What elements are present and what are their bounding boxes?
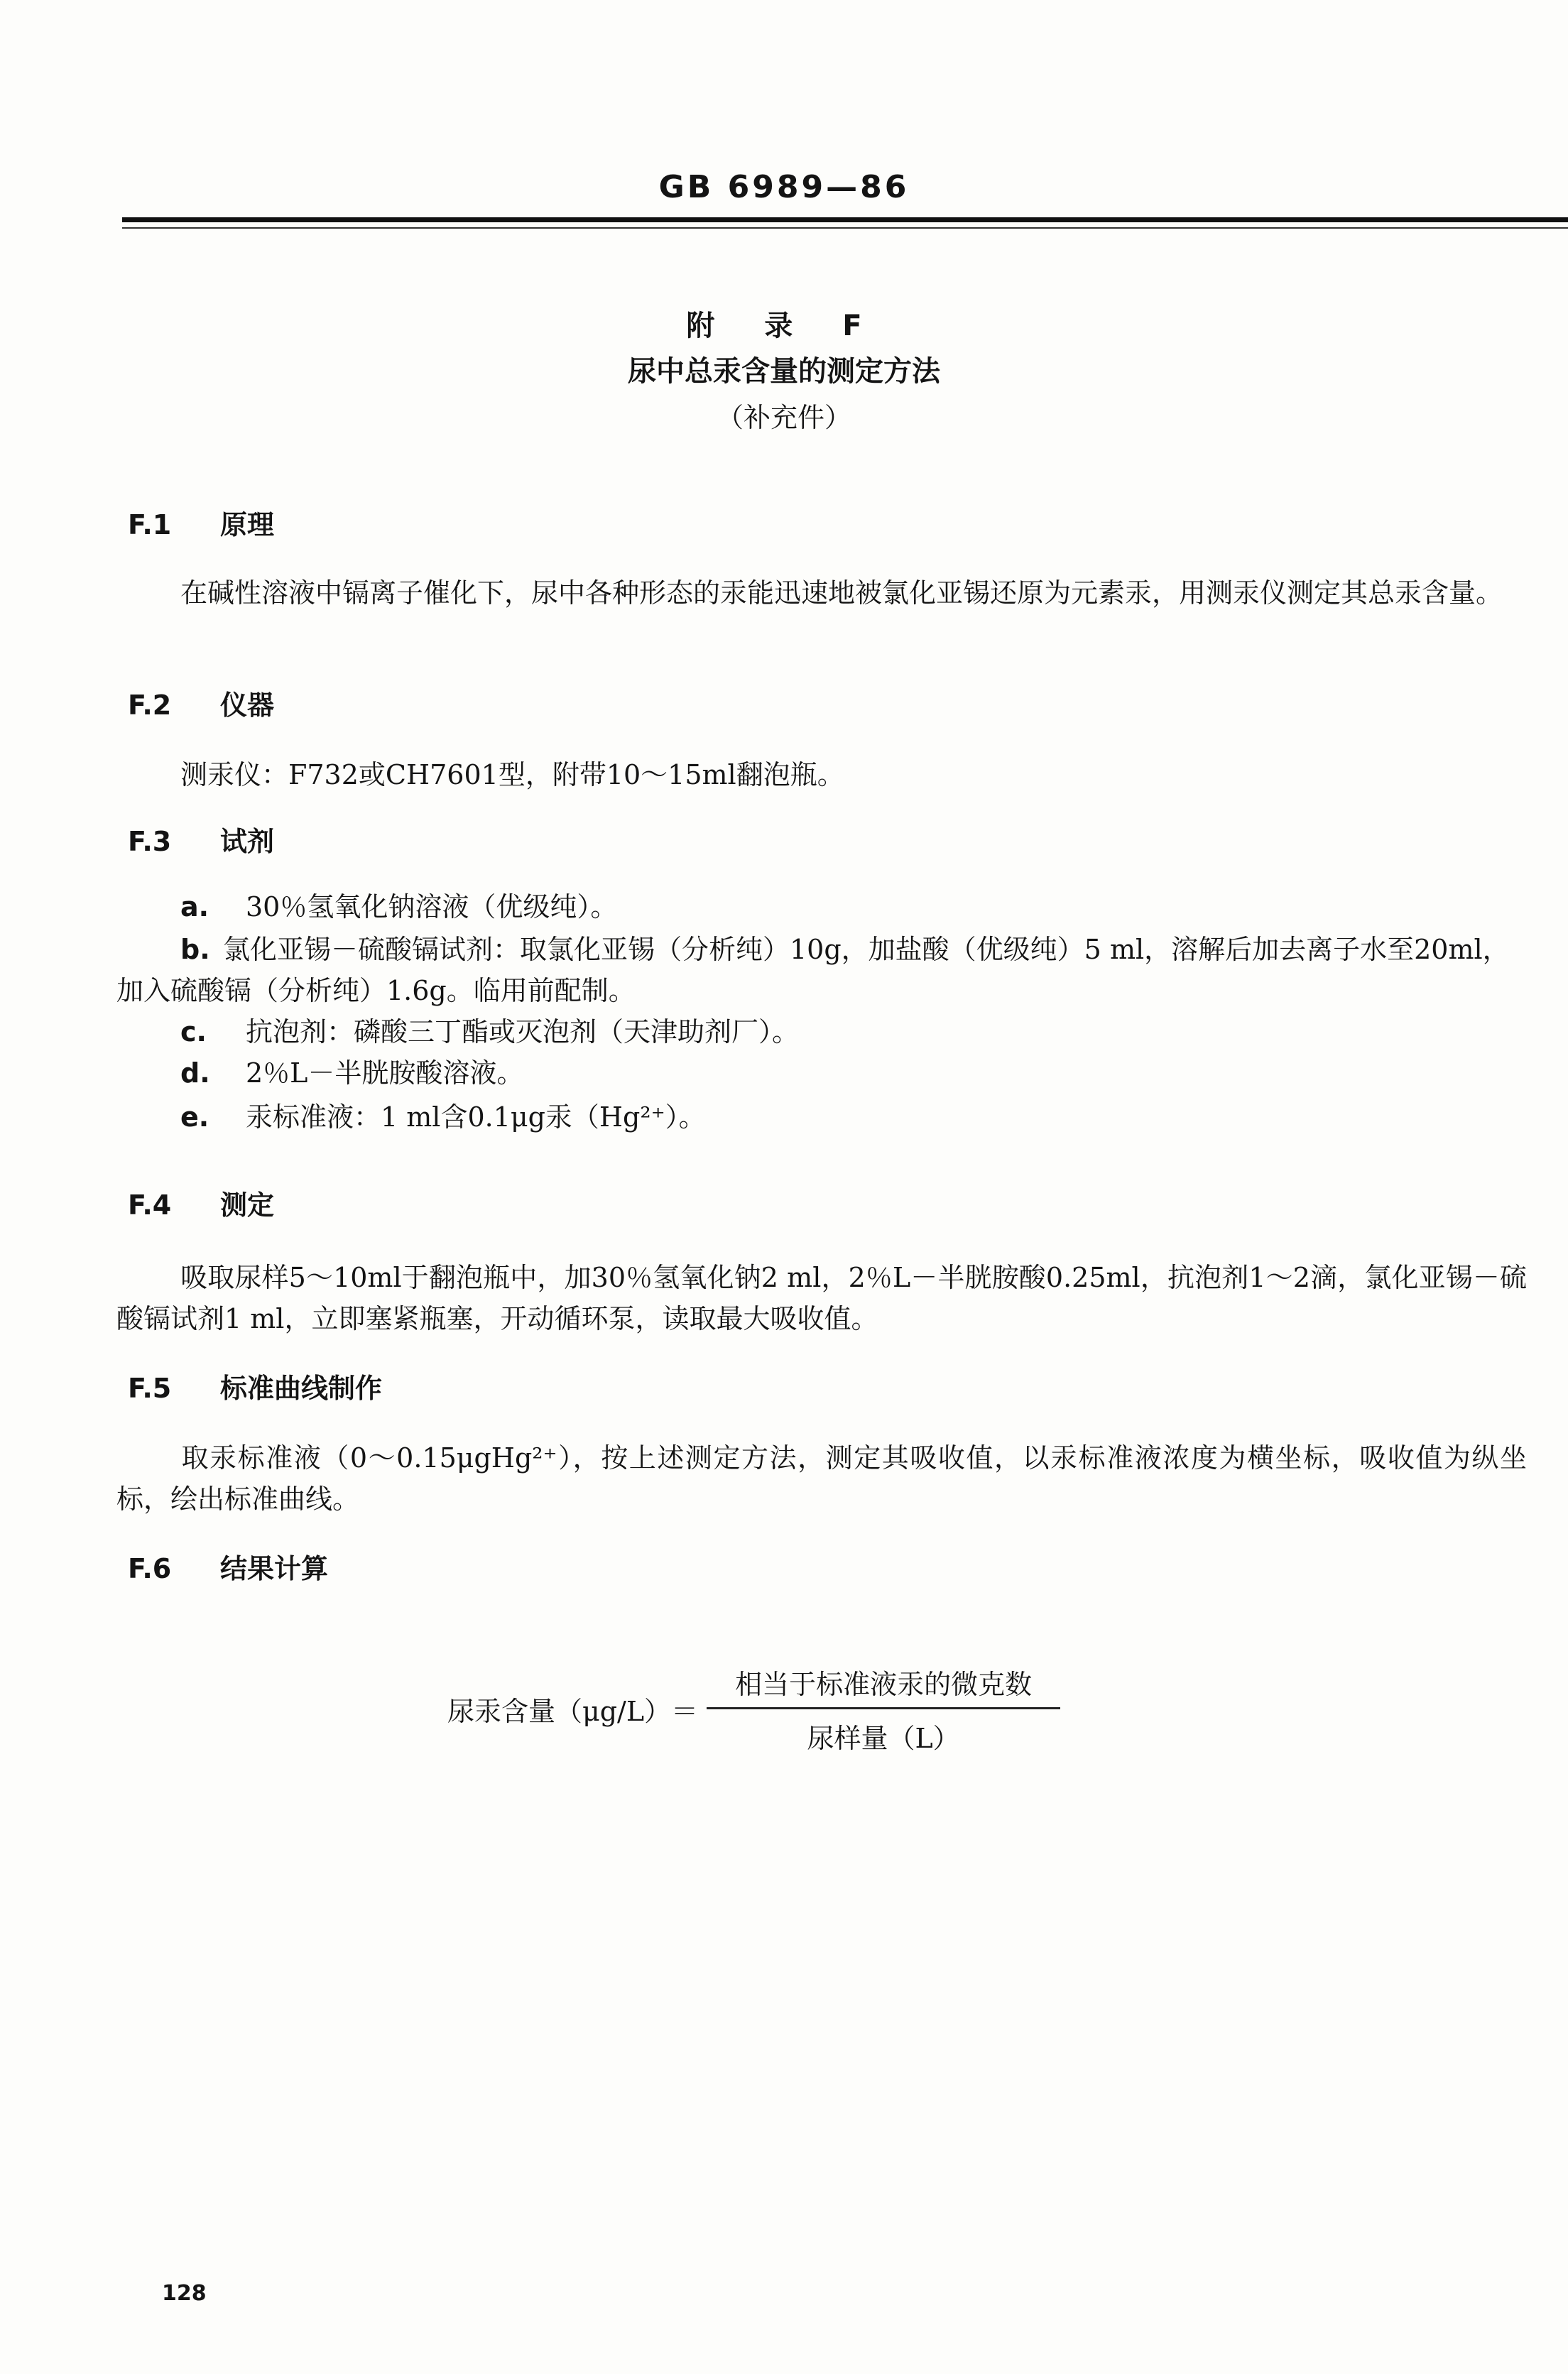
- item-marker: b.: [180, 934, 210, 965]
- item-marker: c.: [180, 1016, 207, 1047]
- section-f4-heading: [128, 1183, 274, 1222]
- section-f4-paragraph: [116, 1257, 1527, 1339]
- section-f6-heading: [128, 1547, 328, 1586]
- formula-numerator: 相当于标准液汞的微克数: [707, 1662, 1060, 1709]
- section-number: F.2: [128, 690, 172, 721]
- paragraph-text: 在碱性溶液中镉离子催化下，尿中各种形态的汞能迅速地被氯化亚锡还原为元素汞，用测汞仪测定其总汞含量。: [180, 577, 1503, 609]
- page-number: 128: [162, 2281, 207, 2306]
- section-f5-paragraph: [116, 1437, 1527, 1520]
- section-number: F.3: [128, 826, 172, 857]
- reagent-item-d: [116, 1052, 1527, 1094]
- section-title: 仪器: [220, 690, 275, 721]
- reagent-item-b: [116, 929, 1527, 1011]
- paragraph-text: 吸取尿样5～10ml于翻泡瓶中，加30％氢氧化钠2 ml，2％L－半胱胺酸0.25ml，抗泡剂1～2滴，氯化亚锡－硫酸镉试剂1 ml，立即塞紧瓶塞，开动循环泵，读取最大吸收值。: [116, 1262, 1527, 1334]
- reagent-item-e: [116, 1096, 1527, 1138]
- item-marker: e.: [180, 1101, 209, 1133]
- paragraph-text: 取汞标准液（0～0.15μgHg²⁺），按上述测定方法，测定其吸收值，以汞标准液浓度为横坐标，吸收值为纵坐标，绘出标准曲线。: [116, 1442, 1527, 1515]
- formula-lhs: 尿汞含量（μg/L）＝: [447, 1695, 699, 1727]
- formula-fraction: [707, 1662, 1060, 1755]
- section-number: F.5: [128, 1373, 172, 1404]
- section-number: F.1: [128, 509, 172, 540]
- section-number: F.6: [128, 1553, 172, 1584]
- reagent-item-a: [116, 886, 1527, 927]
- section-f5-heading: [128, 1366, 382, 1405]
- section-f3-heading: [128, 820, 274, 859]
- section-f2-heading: [128, 683, 274, 722]
- section-title: 结果计算: [220, 1553, 329, 1584]
- section-f2-paragraph: [116, 754, 1527, 795]
- item-text: 氯化亚锡－硫酸镉试剂：取氯化亚锡（分析纯）10g，加盐酸（优级纯）5 ml，溶解后加去离子水至20ml，加入硫酸镉（分析纯）1.6g。临用前配制。: [116, 934, 1510, 1006]
- item-text: 2％L－半胱胺酸溶液。: [246, 1057, 524, 1089]
- item-text: 30％氢氧化钠溶液（优级纯）。: [246, 891, 618, 922]
- section-number: F.4: [128, 1189, 172, 1221]
- section-title: 原理: [220, 509, 275, 540]
- appendix-label: 附 录 F: [686, 310, 882, 342]
- section-f1-paragraph: [116, 572, 1527, 614]
- appendix-title-block: [0, 304, 1568, 440]
- result-formula: [447, 1659, 1060, 1758]
- item-marker: d.: [180, 1057, 210, 1089]
- formula-denominator: 尿样量（L）: [807, 1722, 960, 1754]
- reagent-item-c: [116, 1011, 1527, 1052]
- item-marker: a.: [180, 891, 209, 922]
- appendix-title: 尿中总汞含量的测定方法: [628, 355, 940, 388]
- header-rule-thin: [122, 227, 1568, 229]
- item-text: 抗泡剂：磷酸三丁酯或灭泡剂（天津助剂厂）。: [246, 1016, 800, 1047]
- standard-header: GB 6989—86: [658, 169, 910, 205]
- paragraph-text: 测汞仪：F732或CH7601型，附带10～15ml翻泡瓶。: [180, 759, 844, 790]
- section-title: 标准曲线制作: [220, 1373, 383, 1404]
- section-title: 测定: [220, 1189, 275, 1221]
- header-rule-thick: [122, 217, 1568, 222]
- appendix-subtitle: （补充件）: [716, 402, 851, 433]
- section-title: 试剂: [220, 826, 275, 857]
- section-f1-heading: [128, 503, 274, 542]
- item-text: 汞标准液：1 ml含0.1μg汞（Hg²⁺）。: [246, 1101, 706, 1133]
